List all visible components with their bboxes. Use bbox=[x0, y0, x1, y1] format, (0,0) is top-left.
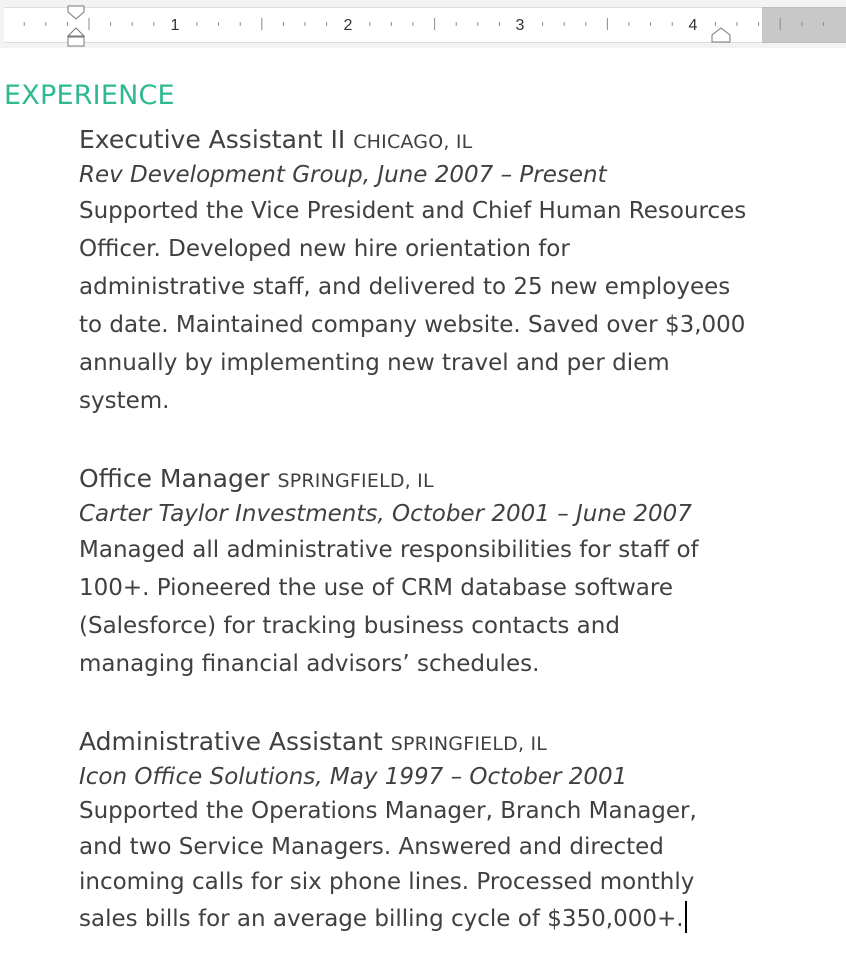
job-entry bbox=[79, 124, 779, 420]
job-heading bbox=[79, 463, 779, 497]
description-line: system. bbox=[79, 388, 170, 414]
description-line-text: sales bills for an average billing cycle of $350,000+. bbox=[79, 905, 684, 932]
job-heading bbox=[79, 726, 779, 760]
description-line: 100+. Pioneered the use of CRM database software bbox=[79, 575, 673, 601]
description-line: (Salesforce) for tracking business contacts and bbox=[79, 613, 620, 639]
description-line: administrative staff, and delivered to 25 new employees bbox=[79, 274, 731, 300]
ruler-number-4: 4 bbox=[688, 17, 698, 34]
description-line bbox=[79, 901, 779, 938]
job-title: Office Manager bbox=[79, 464, 270, 493]
job-entry bbox=[79, 463, 779, 683]
job-description bbox=[79, 192, 779, 420]
section-heading: EXPERIENCE bbox=[4, 80, 175, 111]
description-line: managing financial advisors’ schedules. bbox=[79, 651, 540, 677]
job-company-dates: Icon Office Solutions, May 1997 – October 2001 bbox=[79, 764, 628, 790]
description-line: incoming calls for six phone lines. Processed monthly bbox=[79, 869, 695, 895]
job-description bbox=[79, 531, 779, 683]
job-heading bbox=[79, 124, 779, 158]
job-location: SPRINGFIELD, IL bbox=[277, 470, 434, 492]
description-line: annually by implementing new travel and per diem bbox=[79, 350, 670, 376]
job-location: SPRINGFIELD, IL bbox=[390, 733, 548, 755]
description-line: Managed all administrative responsibilities for staff of bbox=[79, 537, 699, 563]
description-line: Supported the Operations Manager, Branch Manager, bbox=[79, 798, 697, 824]
ruler-number-3: 3 bbox=[515, 17, 525, 34]
description-line: to date. Maintained company website. Saved over $3,000 bbox=[79, 312, 746, 338]
description-line: Officer. Developed new hire orientation for bbox=[79, 236, 570, 262]
description-line: Supported the Vice President and Chief Human Resources bbox=[79, 198, 747, 224]
job-description bbox=[79, 794, 779, 937]
description-line: and two Service Managers. Answered and directed bbox=[79, 833, 664, 860]
ruler-number-1: 1 bbox=[170, 17, 180, 34]
job-company-dates: Rev Development Group, June 2007 – Present bbox=[79, 162, 607, 188]
ruler-number-2: 2 bbox=[343, 17, 353, 34]
text-cursor bbox=[685, 901, 687, 933]
job-title: Administrative Assistant bbox=[79, 727, 383, 756]
job-entry bbox=[79, 726, 779, 937]
job-title: Executive Assistant II bbox=[79, 125, 346, 154]
job-location: CHICAGO, IL bbox=[353, 131, 473, 153]
job-company-dates: Carter Taylor Investments, October 2001 – June 2007 bbox=[79, 501, 692, 527]
